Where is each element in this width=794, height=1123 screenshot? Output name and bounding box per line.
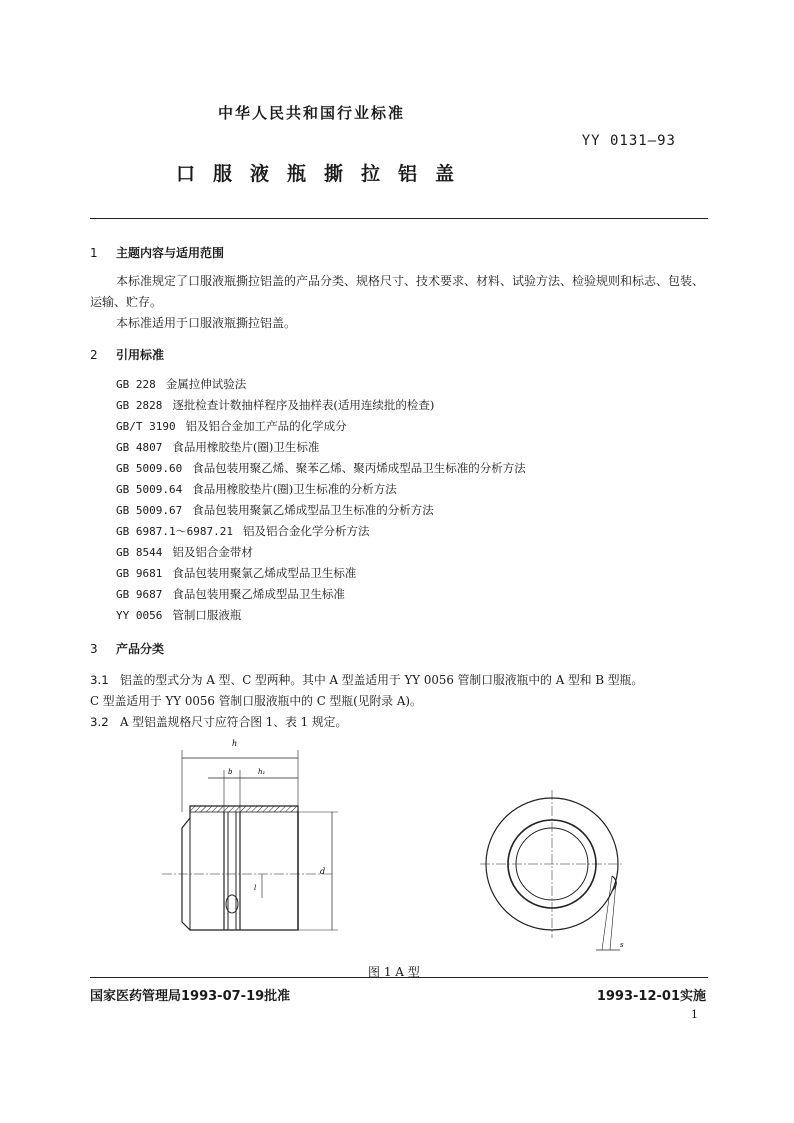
reference-code: GB 8544 — [116, 546, 163, 559]
reference-item — [116, 584, 526, 605]
dimension-label-s: s — [620, 941, 624, 949]
clause-text: A 型铝盖规格尺寸应符合图 1、表 1 规定。 — [120, 715, 348, 729]
clause-number: 3.1 — [90, 673, 109, 687]
dimension-label-b: b — [228, 768, 233, 776]
figure-1-side-view — [150, 732, 350, 954]
reference-item — [116, 374, 526, 395]
dimension-label-h1: h₁ — [258, 768, 266, 776]
reference-code: GB 9681 — [116, 567, 163, 580]
approval-line: 国家医药管理局1993-07-19批准 — [90, 989, 291, 1004]
reference-code: GB 5009.67 — [116, 504, 183, 517]
clause-text: C 型盖适用于 YY 0056 管制口服液瓶中的 C 型瓶(见附录 A)。 — [90, 694, 422, 708]
paragraph: 本标准规定了口服液瓶撕拉铝盖的产品分类、规格尺寸、技术要求、材料、试验方法、检验规则和标志、包装、运输、贮存。 — [90, 274, 705, 309]
clause-3-1 — [90, 670, 715, 712]
reference-item — [116, 416, 526, 437]
clause-text: 铝盖的型式分为 A 型、C 型两种。其中 A 型盖适用于 YY 0056 管制口服液瓶中的 A 型和 B 型瓶。 — [120, 673, 644, 687]
page-number: 1 — [691, 1008, 698, 1021]
reference-title: 食品用橡胶垫片(圈)卫生标准 — [172, 440, 320, 454]
section-1-body — [90, 271, 708, 334]
reference-item — [116, 437, 526, 458]
reference-title: 食品用橡胶垫片(圈)卫生标准的分析方法 — [192, 482, 397, 496]
section-number: 2 — [90, 348, 98, 362]
reference-title: 逐批检查计数抽样程序及抽样表(适用连续批的检查) — [172, 398, 435, 412]
reference-code: GB 2828 — [116, 399, 163, 412]
section-1-heading — [90, 244, 224, 261]
reference-code: GB 5009.60 — [116, 462, 183, 475]
reference-title: 食品包装用聚乙烯、聚苯乙烯、聚丙烯成型品卫生标准的分析方法 — [192, 461, 526, 475]
paragraph: 本标准适用于口服液瓶撕拉铝盖。 — [116, 316, 297, 330]
extension-line — [602, 876, 612, 950]
section-title: 引用标准 — [116, 348, 165, 362]
issuing-body: 中华人民共和国行业标准 — [218, 104, 406, 122]
reference-code: GB 5009.64 — [116, 483, 183, 496]
reference-code: GB 228 — [116, 378, 156, 391]
section-number: 1 — [90, 246, 98, 260]
section-title: 主题内容与适用范围 — [116, 246, 225, 260]
reference-code: GB/T 3190 — [116, 420, 176, 433]
reference-list — [116, 374, 526, 626]
reference-title: 铝及铝合金化学分析方法 — [242, 524, 370, 538]
implementation-date: 1993-12-01实施 — [596, 989, 706, 1004]
reference-item — [116, 395, 526, 416]
reference-code: GB 4807 — [116, 441, 163, 454]
clause-number: 3.2 — [90, 715, 109, 729]
section-title: 产品分类 — [116, 642, 165, 656]
standard-code: YY 0131—93 — [581, 133, 676, 149]
footer-divider — [90, 977, 708, 978]
dimension-label-l: l — [254, 884, 257, 892]
reference-title: 铝及铝合金带材 — [172, 545, 253, 559]
extension-line — [610, 882, 616, 950]
dimension-label-d: d — [320, 867, 326, 876]
figure-caption: 图 1 A 型 — [368, 965, 420, 979]
section-2-heading — [90, 346, 164, 363]
reference-title: 食品包装用聚氯乙烯成型品卫生标准的分析方法 — [192, 503, 434, 517]
reference-item — [116, 521, 526, 542]
reference-item — [116, 563, 526, 584]
document-title: 口服液瓶撕拉铝盖 — [176, 163, 473, 185]
reference-item — [116, 605, 526, 626]
title-divider — [90, 218, 708, 219]
reference-title: 食品包装用聚乙烯成型品卫生标准 — [172, 587, 345, 601]
reference-title: 管制口服液瓶 — [172, 608, 242, 622]
reference-item — [116, 500, 526, 521]
reference-item — [116, 479, 526, 500]
cap-top-section — [190, 806, 298, 812]
figure-1-top-view — [470, 790, 640, 958]
reference-title: 金属拉伸试验法 — [165, 377, 247, 391]
dimension-label-h: h — [232, 739, 238, 748]
reference-code: GB 6987.1～6987.21 — [116, 525, 233, 538]
reference-item — [116, 458, 526, 479]
reference-code: YY 0056 — [116, 609, 163, 622]
reference-code: GB 9687 — [116, 588, 163, 601]
reference-title: 食品包装用聚氯乙烯成型品卫生标准 — [172, 566, 357, 580]
reference-title: 铝及铝合金加工产品的化学成分 — [185, 419, 347, 433]
section-number: 3 — [90, 642, 98, 656]
clause-3-2 — [90, 712, 715, 733]
reference-item — [116, 542, 526, 563]
section-3-heading — [90, 640, 164, 657]
